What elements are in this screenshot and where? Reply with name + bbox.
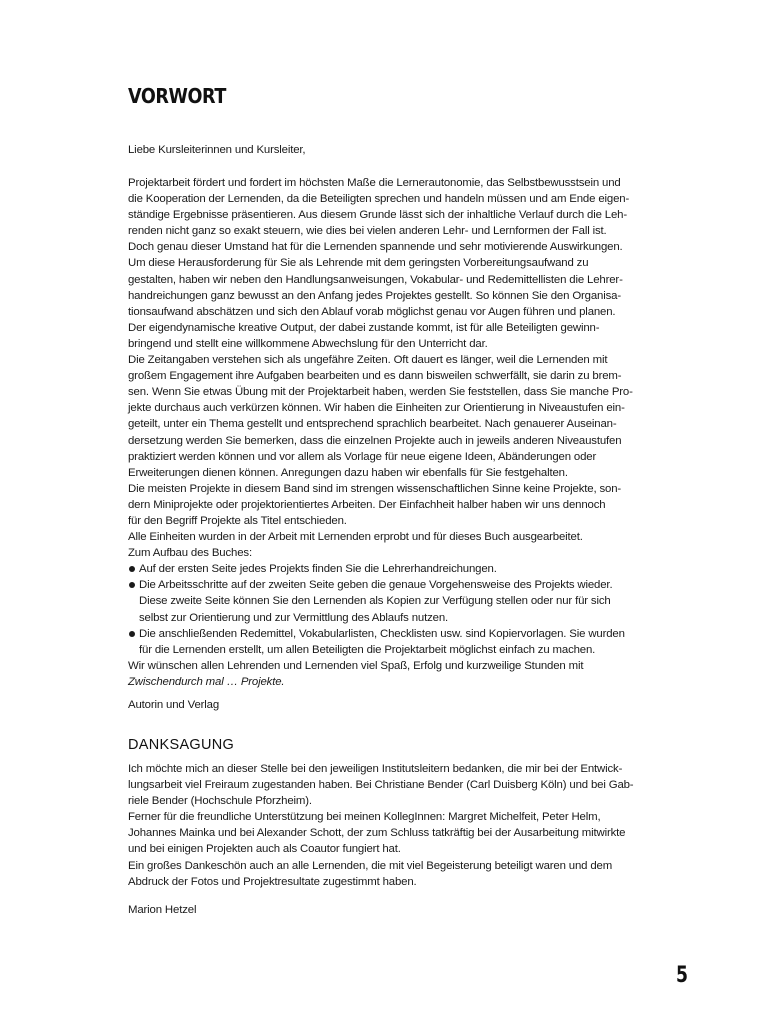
thanks-body — [128, 761, 640, 890]
preface-line: Projektarbeit fördert und fordert im höchsten Maße die Lernerautonomie, das Selbstbewusstsein und — [128, 177, 621, 189]
thanks-line: Ich möchte mich an dieser Stelle bei den jeweiligen Institutsleitern bedanken, die mir bei der Entwick- — [128, 763, 623, 775]
list-item — [128, 577, 638, 625]
preface-line: Die meisten Projekte in diesem Band sind im strengen wissenschaftlichen Sinne keine Projekte, son- — [128, 482, 622, 495]
greeting: Liebe Kursleiterinnen und Kursleiter, — [128, 144, 306, 156]
preface-line: Zum Aufbau des Buches: — [128, 547, 252, 560]
closing-line: Wir wünschen allen Lehrenden und Lernenden viel Spaß, Erfolg und kurzweilige Stunden mit — [128, 659, 584, 672]
thanks-line: Ein großes Dankeschön auch an alle Lernenden, die mit viel Begeisterung beteiligt waren und dem — [128, 859, 613, 872]
list-item-line: Die anschließenden Redemittel, Vokabularlisten, Checklisten usw. sind Kopiervorlagen. Sie wurden — [139, 627, 625, 640]
preface-line: Alle Einheiten wurden in der Arbeit mit Lernenden erprobt und für dieses Buch ausgearbeitet. — [128, 531, 583, 544]
list-item-line: selbst zur Orientierung und zur Vermittlung des Ablaufs nutzen. — [139, 611, 449, 624]
preface-paragraphs — [128, 175, 638, 561]
preface-line: praktiziert werden können und vor allem als Vorlage für neue eigene Ideen, Abänderungen oder — [128, 450, 597, 463]
thanks-line: riele Bender (Hochschule Pforzheim). — [128, 795, 312, 808]
page-title: VORWORT — [128, 84, 226, 108]
section-title-thanks: DANKSAGUNG — [128, 737, 235, 753]
preface-line: dern Miniprojekte oder projektorientiertes Arbeiten. Der Einfachheit halber haben wir uns dennoch — [128, 498, 606, 511]
list-item — [128, 561, 638, 577]
thanks-line: lungsarbeit viel Freiraum zugestanden haben. Bei Christiane Bender (Carl Duisberg Köln) und bei Gab- — [128, 779, 634, 792]
preface-line: tionsaufwand abschätzen und sich den Ablauf vorab möglichst genau vor Augen führen und planen. — [128, 305, 616, 318]
preface-line: dersetzung werden Sie bemerken, dass die einzelnen Projekte auch in jeweils anderen Niveaustufen — [128, 434, 622, 447]
thanks-line: und bei einigen Projekten auch als Coautor fungiert hat. — [128, 843, 401, 856]
preface-line: handreichungen ganz bewusst an den Anfang jedes Projektes gestellt. So können Sie den Organisa- — [128, 289, 621, 302]
list-item-line: Diese zweite Seite können Sie den Lernenden als Kopien zur Verfügung stellen oder nur für sich — [139, 595, 611, 608]
preface-line: renden nicht ganz so exakt steuern, wie dies bei vielen anderen Lehr- und Lernformen der Fall ist. — [128, 225, 607, 238]
book-structure-list — [128, 561, 638, 658]
preface-line: Die Zeitangaben verstehen sich als ungefähre Zeiten. Oft dauert es länger, weil die Lernenden mit — [128, 354, 608, 367]
thanks-line: Abdruck der Fotos und Projektresultate zugestimmt haben. — [128, 875, 417, 888]
thanks-line: Johannes Mainka und bei Alexander Schott, der zum Schluss tatkräftig bei der Ausarbeitung mitwirkte — [128, 827, 626, 840]
thanks-line: Ferner für die freundliche Unterstützung bei meinen KollegInnen: Margret Michelfeit, Peter Helm, — [128, 811, 601, 824]
preface-line: geteilt, unter ein Thema gestellt und entsprechend sprachlich bearbeitet. Nach genauerer Auseinan- — [128, 418, 617, 431]
preface-line: gestalten, haben wir neben den Handlungsanweisungen, Vokabular- und Redemittellisten die Lehrer- — [128, 273, 623, 286]
preface-line: Der eigendynamische kreative Output, der dabei zustande kommt, ist für alle Beteiligten gewinn- — [128, 321, 600, 334]
closing-book-title: Zwischendurch mal … Projekte. — [128, 675, 285, 688]
preface-line: jekte durchaus auch verkürzen können. Wir haben die Einheiten zur Orientierung in Niveaustufen ein- — [128, 402, 625, 415]
signature-author-publisher: Autorin und Verlag — [128, 699, 220, 711]
preface-line: großem Engagement ihre Aufgaben bearbeiten und es dann bisweilen schwerfällt, sie darin zu brem- — [128, 370, 622, 383]
preface-line: die Kooperation der Lernenden, da die Beteiligten sprechen und handeln müssen und am Ende eigen- — [128, 193, 630, 206]
list-item — [128, 626, 638, 658]
preface-line: bringend und stellt eine willkommene Abwechslung für den Unterricht dar. — [128, 337, 488, 350]
preface-line: ständige Ergebnisse präsentieren. Aus diesem Grunde lässt sich der inhaltliche Verlauf durch die Leh- — [128, 209, 627, 222]
preface-line: Um diese Herausforderung für Sie als Lehrende mit dem geringsten Vorbereitungsaufwand zu — [128, 257, 589, 270]
preface-line: sen. Wenn Sie etwas Übung mit der Projektarbeit haben, werden Sie feststellen, dass Sie manche Pro- — [128, 386, 633, 399]
preface-line: Erweiterungen dienen können. Anregungen dazu haben wir ebenfalls für Sie festgehalten. — [128, 466, 568, 479]
preface-line: für den Begriff Projekte als Titel entschieden. — [128, 514, 347, 527]
preface-body — [128, 175, 638, 690]
signature-author: Marion Hetzel — [128, 904, 197, 916]
list-item-line: Auf der ersten Seite jedes Projekts finden Sie die Lehrerhandreichungen. — [139, 563, 497, 576]
page-number: 5 — [676, 963, 688, 988]
list-item-line: Die Arbeitsschritte auf der zweiten Seite geben die genaue Vorgehensweise des Projekts wieder. — [139, 579, 613, 592]
preface-line: Doch genau dieser Umstand hat für die Lernenden spannende und sehr motivierende Auswirkungen. — [128, 241, 623, 254]
list-item-line: für die Lernenden erstellt, um allen Beteiligten die Projektarbeit möglichst einfach zu machen. — [139, 643, 596, 656]
